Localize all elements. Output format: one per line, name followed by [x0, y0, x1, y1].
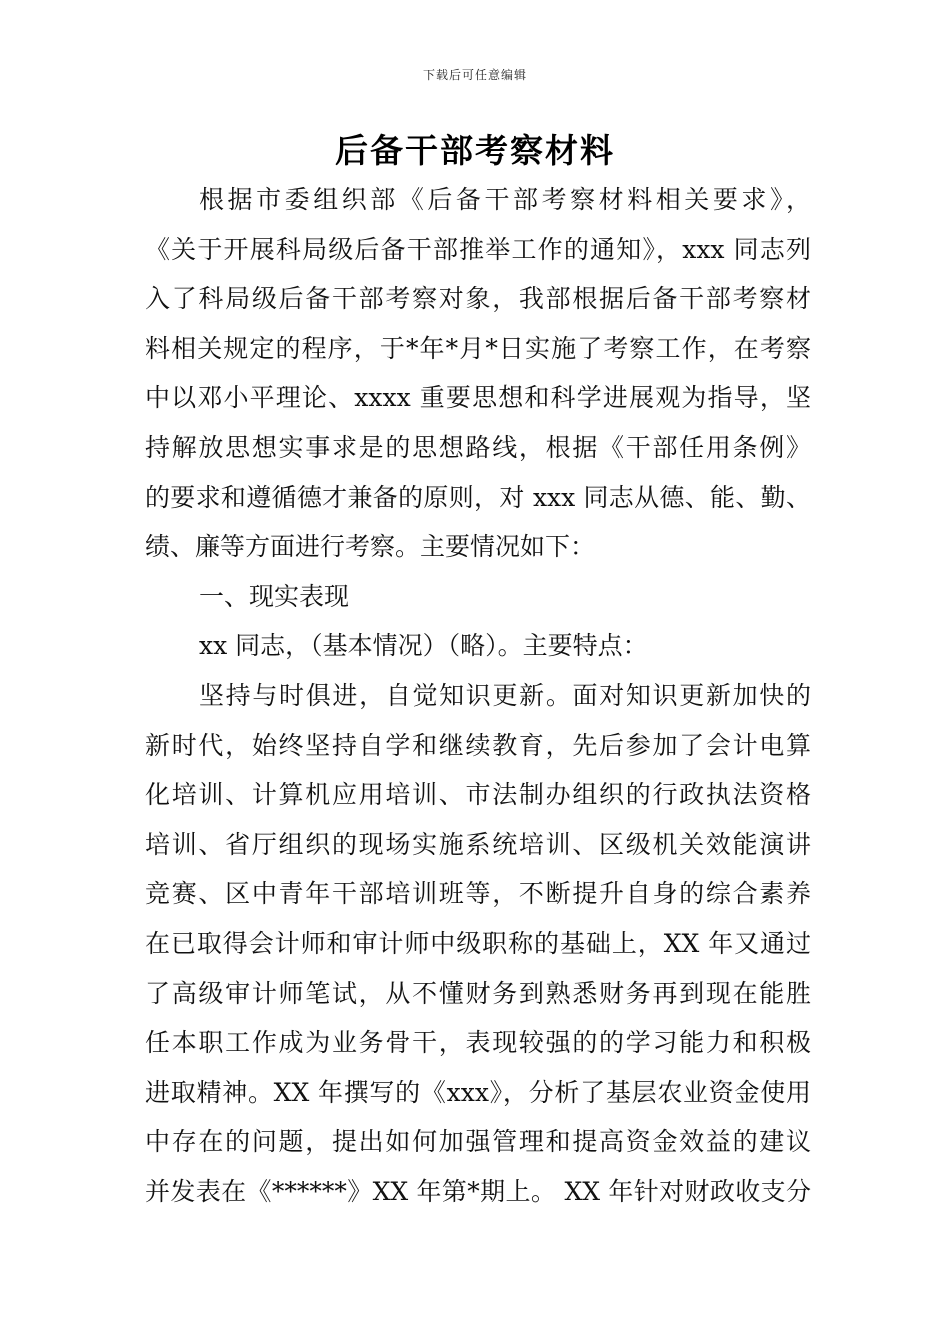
header-note: 下载后可任意编辑: [422, 68, 527, 82]
paragraph-line: xx 同志，（基本情况）（略）。主要特点：: [199, 631, 648, 661]
paragraph-line: 了高级审计师笔试，从不懂财务到熟悉财务再到现在能胜: [145, 978, 811, 1008]
paragraph-line: 化培训、计算机应用培训、市法制办组织的行政执法资格: [145, 780, 811, 810]
paragraph-line: 新时代，始终坚持自学和继续教育，先后参加了会计电算: [145, 730, 811, 760]
paragraph-line: 并发表在《******》XX 年第*期上。 XX 年针对财政收支分: [145, 1176, 811, 1206]
paragraph-line: 中存在的问题，提出如何加强管理和提高资金效益的建议: [145, 1127, 811, 1157]
paragraph-line: 坚持与时俱进，自觉知识更新。面对知识更新加快的: [199, 680, 811, 710]
paragraph-line: 的要求和遵循德才兼备的原则，对 xxx 同志从德、能、勤、: [145, 482, 811, 512]
paragraph-line: 《关于开展科局级后备干部推举工作的通知》，xxx 同志列: [145, 234, 811, 264]
document-title: 后备干部考察材料: [335, 131, 615, 170]
paragraph-line: 进取精神。XX 年撰写的《xxx》，分析了基层农业资金使用: [145, 1077, 811, 1107]
paragraph-line: 持解放思想实事求是的思想路线，根据《干部任用条例》: [145, 432, 811, 462]
document-body: [145, 175, 811, 1216]
paragraph-line: 根据市委组织部《后备干部考察材料相关要求》，: [199, 185, 811, 214]
paragraph-line: 培训、省厅组织的现场实施系统培训、区级机关效能演讲: [145, 829, 811, 859]
paragraph-line: 在已取得会计师和审计师中级职称的基础上，XX 年又通过: [145, 928, 811, 958]
paragraph-line: 竞赛、区中青年干部培训班等，不断提升自身的综合素养: [145, 879, 811, 909]
paragraph-line: 中以邓小平理论、xxxx 重要思想和科学进展观为指导，坚: [145, 383, 811, 413]
paragraph-line: 任本职工作成为业务骨干，表现较强的的学习能力和积极: [145, 1028, 811, 1058]
paragraph-line: 入了科局级后备干部考察对象，我部根据后备干部考察材: [145, 284, 811, 314]
paragraph-line: 绩、廉等方面进行考察。主要情况如下：: [145, 532, 596, 562]
section-heading: 一、现实表现: [199, 581, 350, 611]
paragraph-line: 料相关规定的程序，于*年*月*日实施了考察工作，在考察: [145, 333, 811, 363]
